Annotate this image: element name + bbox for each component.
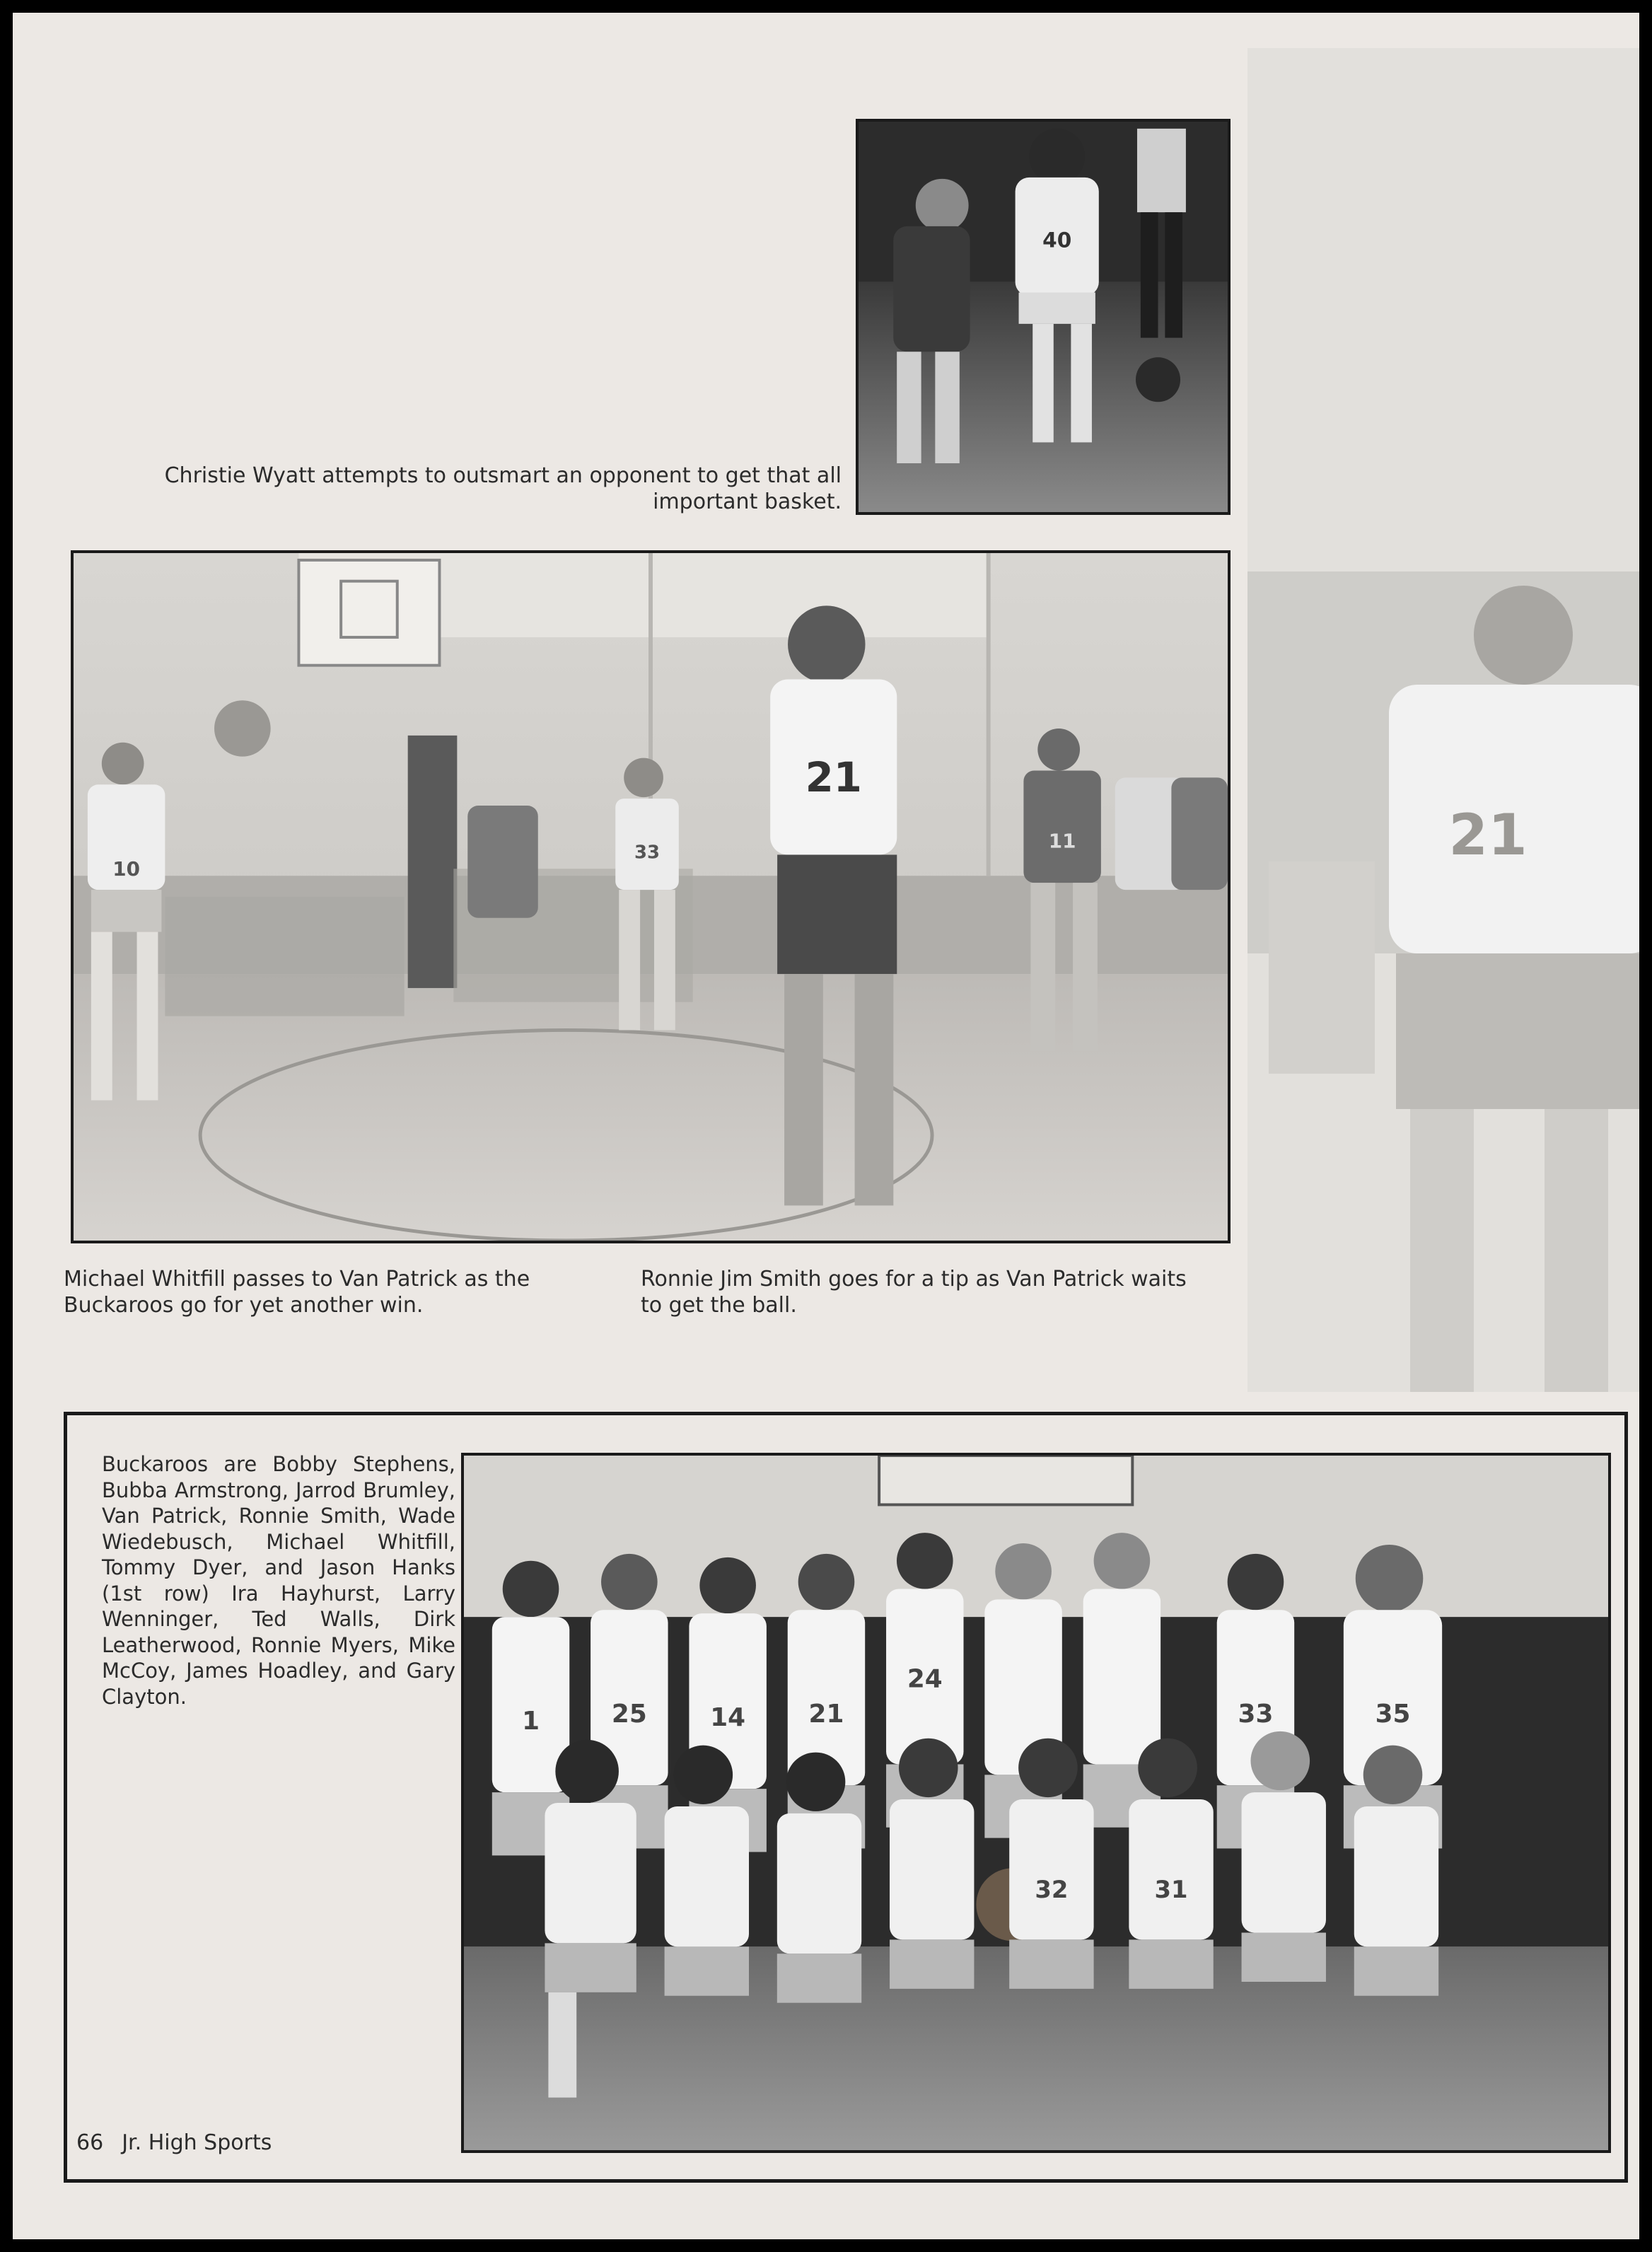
jersey-number: 1 [522, 1706, 540, 1736]
jersey-number: 10 [112, 857, 141, 881]
jersey-number: 35 [1375, 1699, 1411, 1729]
jersey-number: 31 [1154, 1875, 1188, 1903]
jersey-number: 33 [634, 842, 661, 864]
photo-team [461, 1453, 1611, 2153]
yearbook-page [13, 13, 1639, 2239]
jersey-number: 25 [611, 1699, 647, 1729]
photo-bleed-right [1247, 48, 1639, 1392]
jersey-number: 11 [1048, 829, 1076, 853]
page-number: 66 [76, 2130, 104, 2155]
jersey-number: 33 [1238, 1699, 1274, 1729]
jersey-number: 21 [808, 1699, 844, 1729]
photo-girls-basketball [856, 119, 1231, 515]
jersey-number: 21 [805, 754, 862, 802]
photo-bleed-right-image [1247, 48, 1639, 1392]
jersey-number: 21 [1448, 802, 1528, 868]
section-title: Jr. High Sports [122, 2130, 272, 2155]
photo-girls-basketball-image [859, 122, 1228, 512]
jersey-number: 40 [1042, 228, 1072, 253]
photo-team-image [464, 1456, 1608, 2150]
photo-boys-game-image [74, 553, 1228, 1241]
photo-boys-game [71, 550, 1231, 1243]
page-folio [76, 2130, 272, 2155]
caption-pass-photo: Michael Whitfill passes to Van Patrick as the Buckaroos go for yet another win. [64, 1267, 530, 1318]
jersey-number: 32 [1035, 1875, 1069, 1903]
jersey-number: 24 [907, 1664, 943, 1694]
jersey-number: 14 [710, 1702, 746, 1732]
caption-girls-photo: Christie Wyatt attempts to outsmart an opponent to get that all important basket. [164, 463, 842, 514]
caption-team-roster: Buckaroos are Bobby Stephens, Bubba Armstrong, Jarrod Brumley, Van Patrick, Ronnie Smith, Wade Wiedebusch, Michael Whitfill, Tommy Dyer, and Jason Hanks (1st row) Ira Hayhurst, Larry Wenninger, Ted Walls, Dirk Leatherwood, Ronnie Myers, Mike McCoy, James Hoadley, and Gary Clayton. [102, 1452, 455, 1709]
caption-tip-photo: Ronnie Jim Smith goes for a tip as Van Patrick waits to get the ball. [641, 1267, 1187, 1318]
